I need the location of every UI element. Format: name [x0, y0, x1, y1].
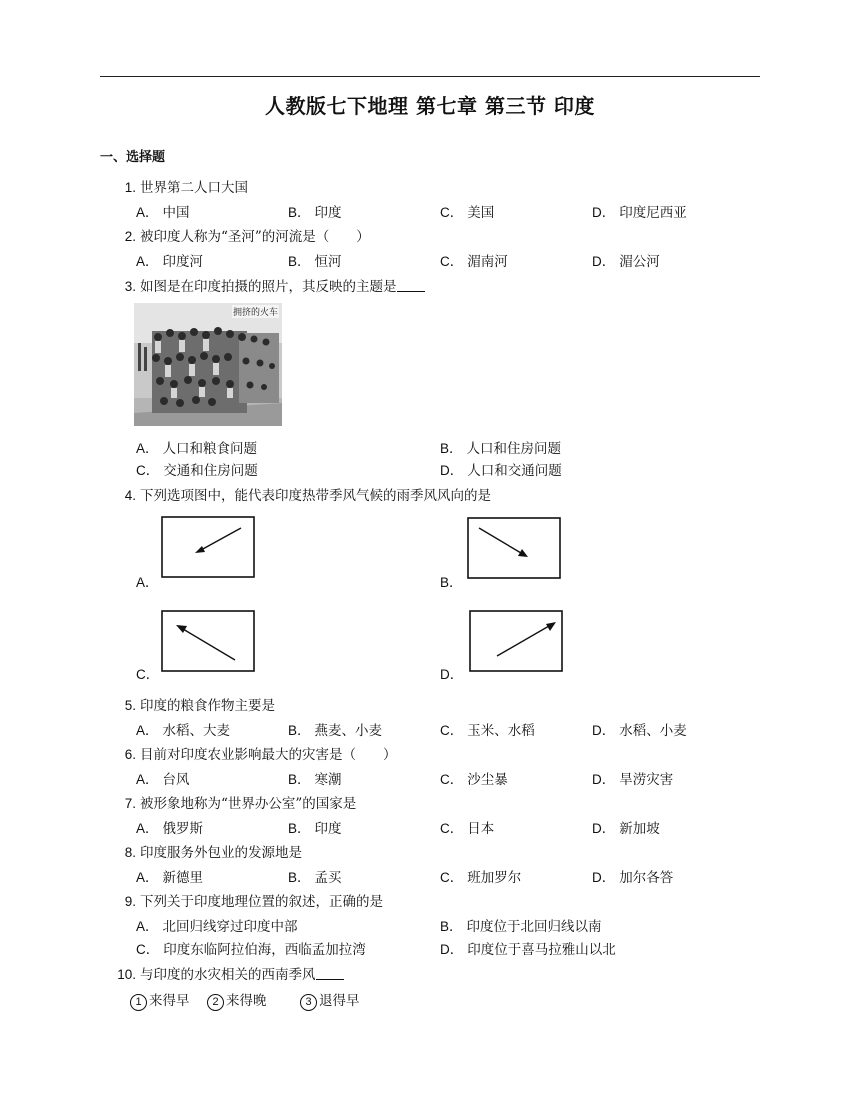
option-c[interactable] [136, 938, 366, 958]
option-letter: C． [440, 254, 464, 269]
option-letter: C． [440, 821, 464, 836]
option-text: 印度河 [162, 254, 204, 270]
header-rule [100, 76, 760, 77]
option-text: 美国 [467, 205, 495, 221]
option-letter: D． [592, 772, 616, 787]
question-number: 7. [124, 796, 136, 811]
question-text: 下列选项图中，能代表印度热带季风气候的雨季风风向的是 [140, 488, 491, 504]
question-3 [112, 275, 425, 295]
option-letter: D． [440, 667, 464, 682]
option-letter: C． [440, 772, 464, 787]
option-text: 湄公河 [619, 254, 660, 270]
option-b[interactable] [288, 866, 342, 886]
circled-number: 3 [300, 994, 317, 1011]
question-10 [112, 963, 344, 983]
option-d[interactable] [592, 719, 687, 739]
question-number: 1. [124, 180, 136, 195]
option-a[interactable] [136, 768, 190, 788]
question-number: 10. [117, 967, 136, 982]
option-text: 人口和粮食问题 [162, 441, 258, 457]
option-text: 旱涝灾害 [619, 772, 674, 788]
option-c[interactable] [440, 817, 494, 837]
option-letter: C． [440, 723, 464, 738]
option-d[interactable] [592, 768, 673, 788]
circled-number: 2 [207, 994, 224, 1011]
option-text: 交通和住房问题 [163, 463, 258, 479]
option-letter: C． [440, 205, 464, 220]
option-letter: D． [440, 942, 464, 957]
option-letter: C． [136, 463, 160, 478]
wind-arrow-southeast-icon[interactable] [467, 517, 561, 579]
option-letter: B． [440, 919, 463, 934]
option-c[interactable] [440, 768, 508, 788]
option-c[interactable] [136, 459, 258, 479]
option-letter: D． [592, 205, 616, 220]
option-text: 台风 [162, 772, 190, 788]
option-letter: B． [288, 821, 311, 836]
option-text: 印度位于北回归线以南 [466, 919, 602, 935]
option-c[interactable] [440, 250, 508, 270]
question-number: 3. [124, 279, 136, 294]
question-7 [112, 792, 356, 812]
option-d[interactable] [592, 817, 660, 837]
statement-3[interactable] [300, 989, 360, 1011]
option-a[interactable] [136, 866, 203, 886]
option-letter: D． [592, 821, 616, 836]
option-letter: D． [592, 723, 616, 738]
question-6 [112, 743, 397, 763]
option-b[interactable] [440, 437, 561, 457]
option-c[interactable] [440, 719, 535, 739]
option-text: 俄罗斯 [162, 821, 204, 837]
option-b[interactable] [288, 768, 342, 788]
question-text: 被印度人称为“圣河”的河流是（ ） [140, 229, 370, 245]
statement-text: 来得早 [149, 993, 190, 1009]
question-number: 9. [124, 894, 136, 909]
option-text: 孟买 [314, 870, 342, 886]
question-number: 6. [124, 747, 136, 762]
wind-arrow-southwest-icon[interactable] [161, 516, 255, 578]
option-letter: D． [592, 254, 616, 269]
option-letter: B． [440, 575, 463, 590]
option-letter: A． [136, 441, 159, 456]
option-c[interactable] [440, 866, 521, 886]
option-d[interactable] [592, 250, 660, 270]
page-title: 人教版七下地理 第七章 第三节 印度 [265, 94, 595, 118]
option-c-label[interactable] [136, 663, 163, 683]
option-d[interactable] [592, 866, 673, 886]
option-d[interactable] [440, 459, 562, 479]
option-text: 印度东临阿拉伯海，西临孟加拉湾 [163, 942, 366, 958]
statement-2[interactable] [207, 989, 267, 1011]
statement-text: 来得晚 [226, 993, 267, 1009]
statement-text: 退得早 [319, 993, 360, 1009]
option-letter: C． [440, 870, 464, 885]
option-text: 水稻、小麦 [619, 723, 687, 739]
question-8 [112, 841, 302, 861]
option-letter: A． [136, 870, 159, 885]
option-text: 中国 [162, 205, 190, 221]
option-letter: B． [440, 441, 463, 456]
option-a[interactable] [136, 817, 203, 837]
option-text: 新德里 [162, 870, 204, 886]
question-9 [112, 890, 383, 910]
train-photo-image [134, 303, 282, 426]
option-text: 班加罗尔 [467, 870, 522, 886]
option-text: 水稻、大麦 [162, 723, 231, 739]
question-2 [112, 225, 370, 245]
option-letter: A． [136, 205, 159, 220]
option-letter: B． [288, 254, 311, 269]
option-text: 寒潮 [314, 772, 342, 788]
option-b-label[interactable] [440, 571, 467, 591]
option-text: 湄南河 [467, 254, 508, 270]
option-b[interactable] [288, 201, 342, 221]
option-c[interactable] [440, 201, 494, 221]
question-text: 印度服务外包业的发源地是 [140, 845, 302, 861]
option-text: 印度 [314, 821, 342, 837]
question-4 [112, 484, 491, 504]
question-text: 被形象地称为“世界办公室”的国家是 [140, 796, 357, 812]
wind-arrow-northeast-icon[interactable] [469, 610, 563, 672]
option-letter: A． [136, 575, 159, 590]
option-text: 人口和住房问题 [466, 441, 562, 457]
question-text: 如图是在印度拍摄的照片，其反映的主题是 [140, 279, 397, 295]
option-text: 新加坡 [619, 821, 660, 837]
option-text: 沙尘暴 [467, 772, 508, 788]
question-text: 目前对印度农业影响最大的灾害是（ ） [140, 747, 397, 763]
option-letter: B． [288, 870, 311, 885]
question-text: 与印度的水灾相关的西南季风 [140, 967, 316, 983]
option-letter: B． [288, 723, 311, 738]
option-a[interactable] [136, 250, 203, 270]
option-d-label[interactable] [440, 663, 467, 683]
crowded-train-photo [134, 303, 282, 426]
option-letter: C． [136, 667, 160, 682]
statement-1[interactable] [130, 989, 190, 1011]
option-text: 玉米、水稻 [467, 723, 535, 739]
option-letter: A． [136, 254, 159, 269]
question-text: 印度的粮食作物主要是 [140, 698, 275, 714]
option-a[interactable] [136, 437, 257, 457]
question-number: 2. [124, 229, 136, 244]
option-text: 印度尼西亚 [619, 205, 687, 221]
answer-blank[interactable] [316, 967, 344, 980]
photo-caption: 拥挤的火车 [232, 305, 279, 318]
option-letter: A． [136, 723, 159, 738]
question-1 [112, 176, 248, 196]
option-a-label[interactable] [136, 571, 163, 591]
option-b[interactable] [288, 250, 342, 270]
option-a[interactable] [136, 915, 298, 935]
option-text: 北回归线穿过印度中部 [162, 919, 298, 935]
option-a[interactable] [136, 719, 230, 739]
section-heading: 一、选择题 [100, 150, 166, 165]
option-letter: A． [136, 919, 159, 934]
option-b[interactable] [440, 915, 602, 935]
option-text: 印度 [314, 205, 342, 221]
option-letter: A． [136, 821, 159, 836]
option-letter: C． [136, 942, 160, 957]
wind-arrow-northwest-icon[interactable] [161, 610, 255, 672]
option-text: 燕麦、小麦 [314, 723, 383, 739]
question-number: 4. [124, 488, 136, 503]
option-text: 恒河 [314, 254, 342, 270]
option-text: 人口和交通问题 [467, 463, 562, 479]
option-text: 日本 [467, 821, 495, 837]
option-letter: A． [136, 772, 159, 787]
question-text: 世界第二人口大国 [140, 180, 248, 196]
option-text: 加尔各答 [619, 870, 674, 886]
option-letter: B． [288, 772, 311, 787]
answer-blank[interactable] [397, 279, 425, 292]
option-b[interactable] [288, 817, 342, 837]
option-a[interactable] [136, 201, 190, 221]
option-text: 印度位于喜马拉雅山以北 [467, 942, 616, 958]
option-letter: B． [288, 205, 311, 220]
option-d[interactable] [440, 938, 616, 958]
question-5 [112, 694, 275, 714]
question-number: 8. [124, 845, 136, 860]
option-letter: D． [440, 463, 464, 478]
option-b[interactable] [288, 719, 382, 739]
circled-number: 1 [130, 994, 147, 1011]
question-text: 下列关于印度地理位置的叙述，正确的是 [140, 894, 383, 910]
option-letter: D． [592, 870, 616, 885]
option-d[interactable] [592, 201, 687, 221]
question-number: 5. [124, 698, 136, 713]
